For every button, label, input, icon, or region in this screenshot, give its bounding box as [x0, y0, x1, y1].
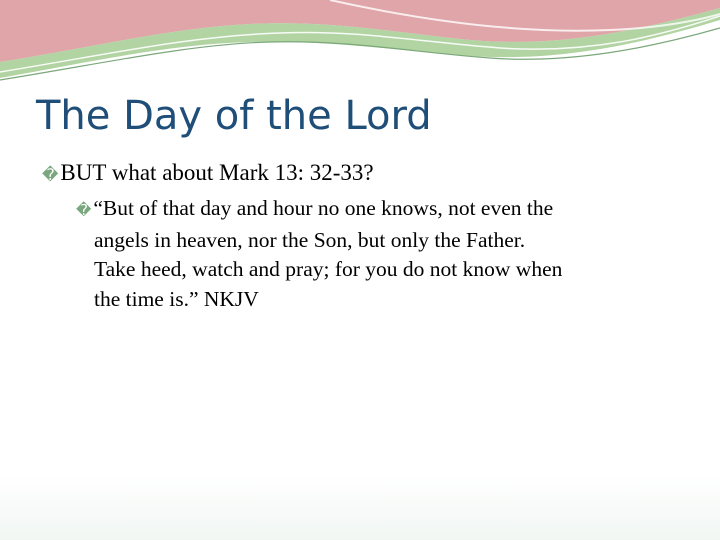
quote-line-2: angels in heaven, nor the Son, but only the Father.	[94, 227, 526, 252]
slide-title: The Day of the Lord	[36, 93, 432, 139]
top-wave-decoration	[0, 0, 720, 90]
replacement-character-bullet-icon: �	[76, 201, 92, 219]
quote-line-3: Take heed, watch and pray; for you do not know when	[94, 257, 563, 281]
bullet-2-line-1	[76, 194, 672, 226]
quote-line-4: the time is.” NKJV	[94, 286, 259, 311]
replacement-character-bullet-icon: �	[42, 165, 59, 184]
quote-line-1: “But of that day and hour no one knows, not even the	[93, 196, 554, 220]
bullet-item-2	[76, 194, 672, 314]
bullet-1-text: BUT what about Mark 13: 32-33?	[60, 160, 374, 185]
bullet-item-1	[42, 158, 682, 190]
